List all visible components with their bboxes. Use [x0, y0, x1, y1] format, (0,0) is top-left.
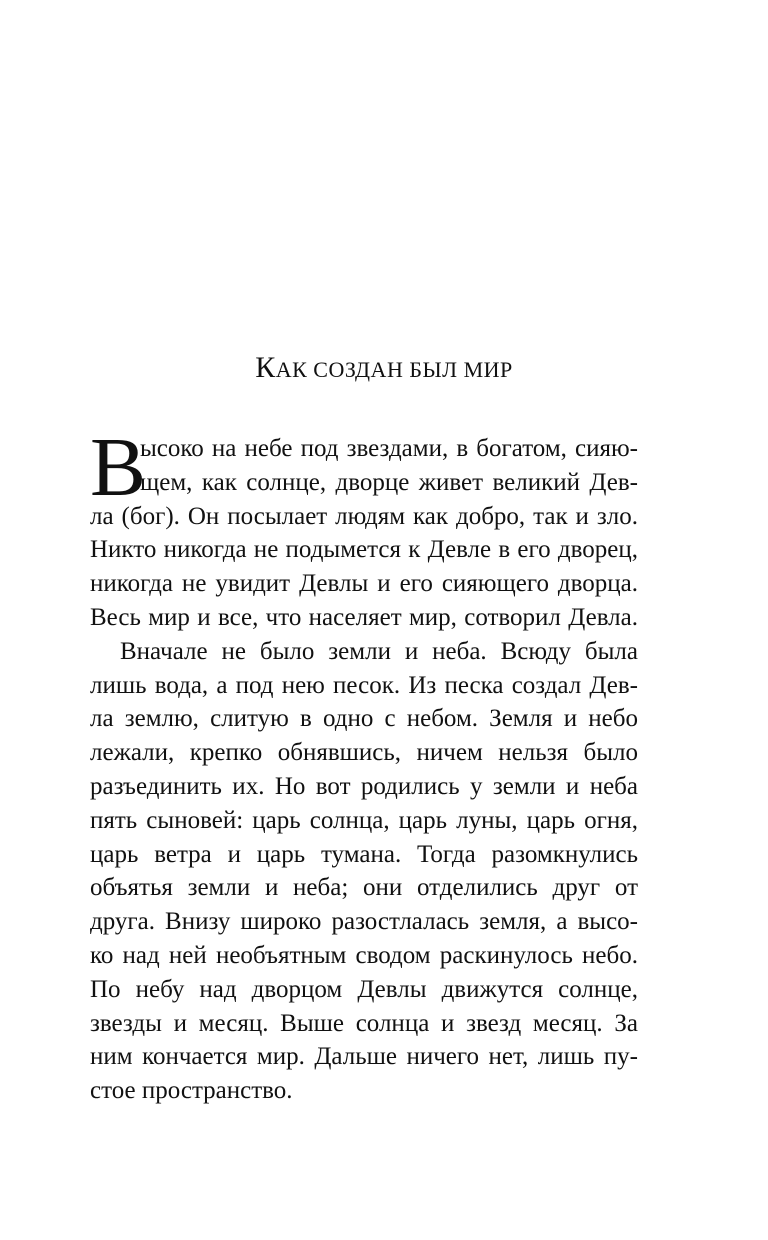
- title-initial: К: [255, 351, 276, 384]
- text-line: лежали, крепко обнявшись, ничем нельзя было: [90, 739, 638, 767]
- text-line: звезды и месяц. Выше солнца и звезд месяц. За: [90, 1009, 638, 1037]
- text-line: ко над ней необъятным сводом раскинулось небо.: [90, 941, 638, 969]
- text-line: стое пространство.: [90, 1077, 293, 1105]
- text-line: Никто никогда не подымется к Девле в его дворец,: [90, 536, 638, 564]
- chapter-title: [0, 350, 768, 388]
- text-line: никогда не увидит Девлы и его сияющего дворца.: [90, 570, 638, 598]
- text-line: Весь мир и все, что населяет мир, сотворил Девла.: [90, 603, 638, 631]
- text-line: ним кончается мир. Дальше ничего нет, лишь пу-: [90, 1043, 638, 1071]
- text-line: разъединить их. Но вот родились у земли и неба: [90, 772, 638, 800]
- text-line: ла (бог). Он посылает людям как добро, так и зло.: [90, 502, 638, 530]
- title-rest: АК СОЗДАН БЫЛ МИР: [275, 357, 513, 382]
- text-line: пять сыновей: царь солнца, царь луны, царь огня,: [90, 806, 638, 834]
- text-line: По небу над дворцом Девлы движутся солнце,: [90, 975, 638, 1003]
- text-line: объятья земли и неба; они отделились друг от: [90, 874, 638, 902]
- text-line: щем, как солнце, дворце живет великий Дев-: [140, 468, 638, 496]
- body-text: [90, 421, 638, 1108]
- text-line: лишь вода, а под нею песок. Из песка создал Дев-: [90, 671, 638, 699]
- drop-cap: В: [90, 421, 147, 514]
- text-line: друга. Внизу широко разостлалась земля, а высо-: [90, 908, 638, 936]
- text-line: ысоко на небе под звездами, в богатом, сияю-: [140, 435, 638, 462]
- text-line: ла землю, слитую в одно с небом. Земля и небо: [90, 705, 638, 733]
- text-line: царь ветра и царь тумана. Тогда разомкнулись: [90, 840, 638, 868]
- text-line: Вначале не было земли и неба. Всюду была: [120, 637, 638, 665]
